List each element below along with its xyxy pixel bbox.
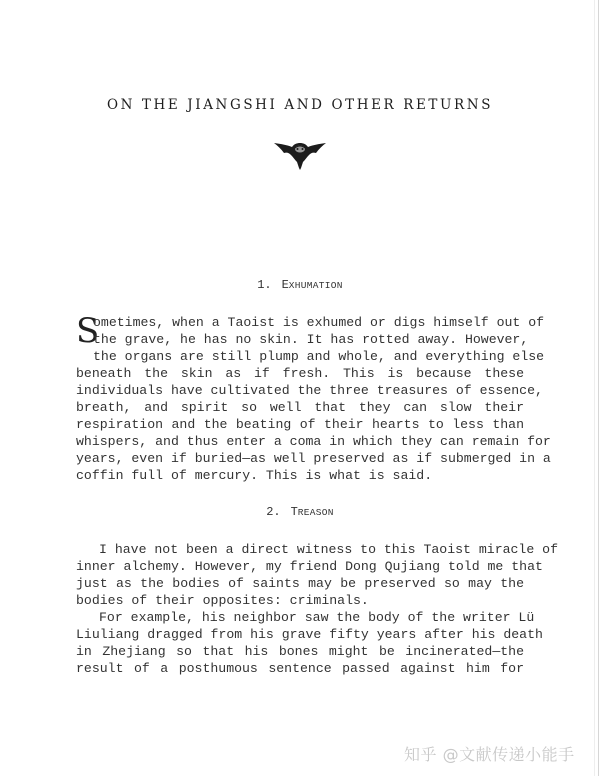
paragraph-treason-2 (76, 609, 543, 677)
text-line: respiration and the beating of their hearts to less than (76, 417, 524, 432)
text-line: ometimes, when a Taoist is exhumed or digs himself out of (93, 315, 545, 330)
section-heading-treason (0, 505, 600, 519)
section-number: 2. (266, 505, 281, 519)
section-title-rest: XHUMATION (288, 280, 343, 291)
paragraph-treason-1 (76, 541, 558, 609)
chapter-title: ON THE JIANGSHI AND OTHER RETURNS (106, 97, 494, 113)
page-edge-line (598, 0, 599, 776)
section-heading-exhumation (0, 278, 600, 292)
text-line: whispers, and thus enter a coma in which they can remain for (76, 434, 551, 449)
zhihu-watermark: 知乎 @文献传递小能手 (404, 745, 575, 764)
text-line: I have not been a direct witness to this Taoist miracle of (99, 542, 558, 557)
text-line: individuals have cultivated the three treasures of essence, (76, 383, 543, 398)
text-line: the grave, he has no skin. It has rotted away. However, (93, 332, 529, 347)
text-line: Liuliang dragged from his grave fifty years after his death (76, 627, 543, 642)
text-line: breath, and spirit so well that they can slow their (76, 400, 524, 415)
text-line: coffin full of mercury. This is what is said. (76, 468, 433, 483)
text-line: in Zhejiang so that his bones might be incinerated—the (76, 644, 524, 659)
drop-cap: S (76, 311, 100, 351)
section-title-cap: T (290, 505, 298, 519)
text-line: just as the bodies of saints may be preserved so may the (76, 576, 524, 591)
bat-ornament-icon (273, 140, 327, 170)
section-number: 1. (257, 278, 272, 292)
text-line: inner alchemy. However, my friend Dong Qujiang told me that (76, 559, 543, 574)
text-line: beneath the skin as if fresh. This is because these (76, 366, 524, 381)
text-line: years, even if buried—as well preserved as if submerged in a (76, 451, 551, 466)
text-line: the organs are still plump and whole, and everything else (93, 349, 545, 364)
section-title-cap: E (281, 278, 289, 292)
text-line: result of a posthumous sentence passed against him for (76, 661, 524, 676)
text-line: bodies of their opposites: criminals. (76, 593, 369, 608)
section-title-rest: REASON (297, 507, 334, 518)
page-edge-line (594, 0, 595, 776)
paragraph-exhumation (76, 311, 551, 484)
text-line: For example, his neighbor saw the body of the writer Lü (99, 610, 535, 625)
